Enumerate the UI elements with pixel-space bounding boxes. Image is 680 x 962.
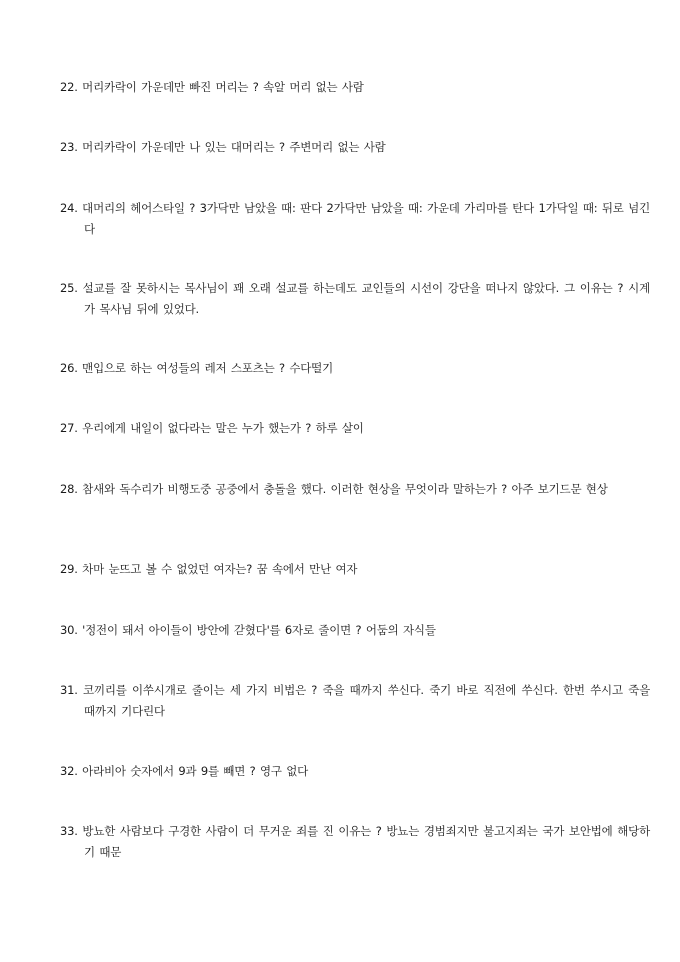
riddle-item-33 <box>60 821 650 863</box>
riddle-item-28 <box>60 479 650 500</box>
riddle-item-24 <box>60 198 650 240</box>
riddle-item-25 <box>60 278 650 320</box>
riddle-item-32 <box>60 761 650 782</box>
item-number: 23. <box>60 140 78 154</box>
riddle-item-23 <box>60 137 650 158</box>
item-number: 33. <box>60 824 78 838</box>
item-text: '정전이 돼서 아이들이 방안에 갇혔다'를 6자로 줄이면 ? 어둠의 자식들 <box>82 623 436 637</box>
item-number: 27. <box>60 421 78 435</box>
item-number: 30. <box>60 623 78 637</box>
item-text: 참새와 독수리가 비행도중 공중에서 충돌을 했다. 이러한 현상을 무엇이라 말하는가 ? 아주 보기드문 현상 <box>82 482 608 496</box>
item-number: 25. <box>60 281 78 295</box>
item-number: 22. <box>60 80 78 94</box>
item-text: 방뇨한 사람보다 구경한 사람이 더 무거운 죄를 진 이유는 ? 방뇨는 경범죄지만 불고지죄는 국가 보안법에 해당하기 때문 <box>82 824 650 859</box>
riddle-item-22 <box>60 77 650 98</box>
item-text: 맨입으로 하는 여성들의 레저 스포츠는 ? 수다떨기 <box>82 361 333 375</box>
item-number: 28. <box>60 482 78 496</box>
item-text: 설교를 잘 못하시는 목사님이 꽤 오래 설교를 하는데도 교인들의 시선이 강단을 떠나지 않았다. 그 이유는 ? 시계가 목사님 뒤에 있었다. <box>82 281 650 316</box>
riddle-item-26 <box>60 358 650 379</box>
item-text: 대머리의 헤어스타일 ? 3가닥만 남았을 때: 판다 2가닥만 남았을 때: 가운데 가리마를 탄다 1가닥일 때: 뒤로 넘긴다 <box>82 201 650 236</box>
item-number: 24. <box>60 201 78 215</box>
item-number: 26. <box>60 361 78 375</box>
item-text: 우리에게 내일이 없다라는 말은 누가 했는가 ? 하루 살이 <box>82 421 364 435</box>
item-text: 머리카락이 가운데만 빠진 머리는 ? 속알 머리 없는 사람 <box>82 80 364 94</box>
riddle-item-30 <box>60 620 650 641</box>
riddle-item-31 <box>60 680 650 722</box>
item-number: 31. <box>60 683 78 697</box>
item-number: 32. <box>60 764 78 778</box>
item-number: 29. <box>60 562 78 576</box>
riddle-item-29 <box>60 559 650 580</box>
item-text: 차마 눈뜨고 볼 수 없었던 여자는? 꿈 속에서 만난 여자 <box>82 562 358 576</box>
riddle-item-27 <box>60 418 650 439</box>
item-text: 머리카락이 가운데만 나 있는 대머리는 ? 주변머리 없는 사람 <box>82 140 386 154</box>
item-text: 코끼리를 이쑤시개로 줄이는 세 가지 비법은 ? 죽을 때까지 쑤신다. 죽기 바로 직전에 쑤신다. 한번 쑤시고 죽을 때까지 기다린다 <box>83 683 650 718</box>
item-text: 아라비아 숫자에서 9과 9를 빼면 ? 영구 없다 <box>82 764 309 778</box>
